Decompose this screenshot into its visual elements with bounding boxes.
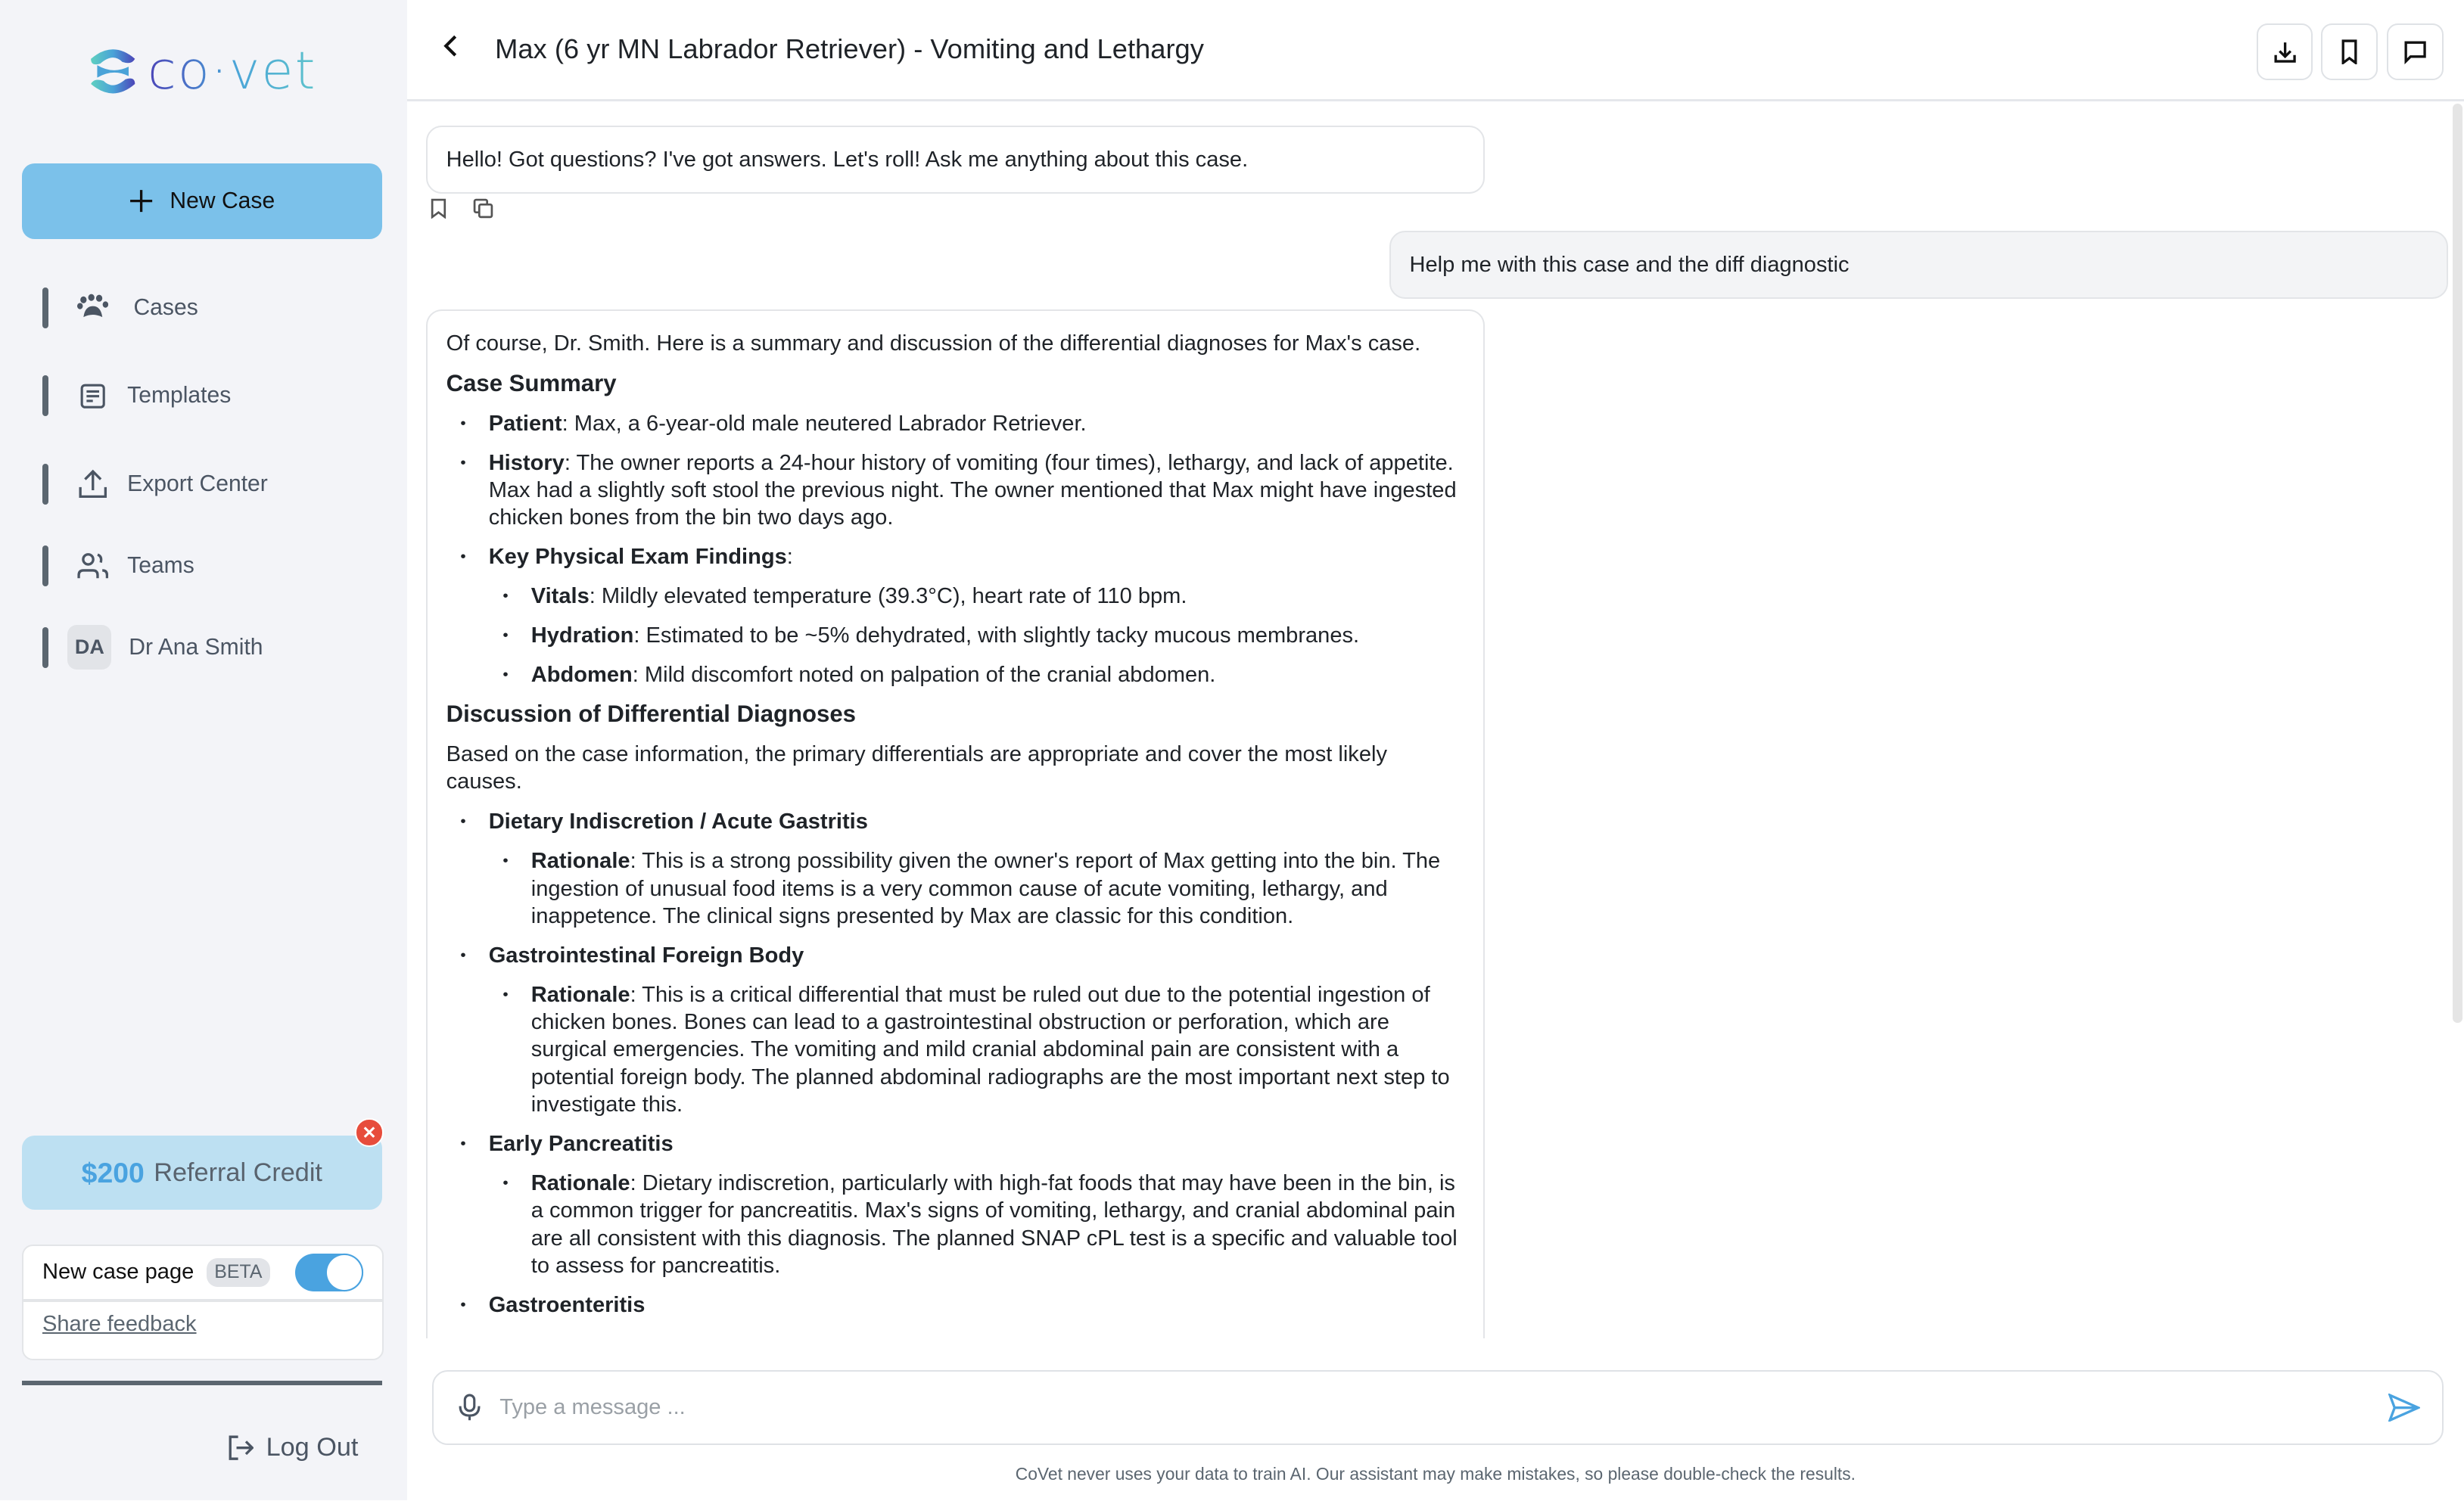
sidebar-item-label: Teams — [127, 552, 194, 578]
heading-differentials: Discussion of Differential Diagnoses — [446, 701, 856, 727]
message-actions — [429, 198, 493, 219]
logo-text: co·vet — [148, 40, 317, 101]
copy-icon[interactable] — [473, 198, 493, 219]
disclaimer: CoVet never uses your data to train AI. Our assistant may make mistakes, so please double-check the results. — [1015, 1464, 1856, 1484]
new-case-label: New Case — [170, 188, 275, 213]
heading-case-summary: Case Summary — [446, 369, 617, 396]
covet-logo[interactable] — [88, 41, 316, 101]
bookmark-button[interactable] — [2321, 23, 2378, 80]
sidebar-item-label: Cases — [133, 294, 198, 320]
logout-label: Log Out — [266, 1432, 359, 1462]
list-item: • Dietary Indiscretion / Acute Gastritis • Rationale: This is a strong possibility given the owner's report of Max getting into the bin. The ingestion of unusual food items is a very common cause of acute vomiting, lethargy, and inappetence. The clinical signs presented by Max are classic for this condition. — [489, 808, 1465, 930]
sidebar-item-label: Dr Ana Smith — [129, 634, 263, 660]
upload-icon — [74, 465, 112, 503]
share-feedback-link[interactable]: Share feedback — [42, 1311, 197, 1336]
list-item: • Key Physical Exam Findings: • Vitals: Mildly elevated temperature (39.3°C), heart rate of 110 bpm. • Hydration: Estimated to be ~5% dehydrated, with slightly tacky mucous membranes. • Abdomen: Mild discomfort noted on palpation of the cranial abdomen. — [489, 543, 1465, 688]
referral-label: Referral Credit — [154, 1158, 322, 1187]
download-icon — [2273, 39, 2298, 64]
plus-icon — [129, 188, 154, 213]
back-chevron-icon[interactable] — [441, 32, 460, 67]
differentials-list — [446, 808, 1465, 1319]
sidebar-item-cases[interactable] — [42, 286, 388, 330]
referral-amount: $200 — [81, 1156, 145, 1189]
beta-card — [22, 1245, 383, 1361]
sidebar — [0, 0, 407, 1500]
new-case-page-toggle[interactable] — [295, 1254, 362, 1291]
list-item: • History: The owner reports a 24-hour history of vomiting (four times), lethargy, and lack of appetite. Max had a slightly soft stool the previous night. The owner mentioned that Max might have ingested chicken bones from the bin two days ago. — [489, 449, 1465, 532]
discussion-intro: Based on the case information, the primary differentials are appropriate and cover the most likely causes. — [446, 741, 1387, 794]
list-item: • Early Pancreatitis • Rationale: Dietary indiscretion, particularly with high-fat foods that may have been in the bin, is a common trigger for pancreatitis. Max's signs of vomiting, lethargy, and cranial abdominal pain are all consistent with this diagnosis. The planned SNAP cPL test is a specific and valuable tool to assess for pancreatitis. — [489, 1130, 1465, 1279]
sidebar-item-teams[interactable] — [42, 543, 388, 587]
assistant-greeting: Hello! Got questions? I've got answers. Let's roll! Ask me anything about this case. — [426, 126, 1485, 194]
divider — [22, 1381, 382, 1385]
referral-credit-banner[interactable] — [22, 1136, 382, 1210]
logout-icon — [226, 1434, 254, 1462]
logout-button[interactable] — [226, 1433, 359, 1462]
comment-button[interactable] — [2387, 23, 2444, 80]
list-item: • Rationale: This is a critical differential that must be ruled out due to the potential ingestion of chicken bones. Bones can lead to a gastrointestinal obstruction or perforation, which are surgical emergencies. The vomiting and mild cranial abdominal pain are consistent with a potential foreign body. The planned abdominal radiographs are the most important next step to investigate this. — [531, 981, 1464, 1119]
assistant-response — [426, 309, 1485, 1338]
list-item: • Patient: Max, a 6-year-old male neutered Labrador Retriever. — [489, 410, 1465, 437]
download-button[interactable] — [2257, 23, 2313, 80]
list-item: • Rationale: Dietary indiscretion, particularly with high-fat foods that may have been in the bin, is a common trigger for pancreatitis. Max's signs of vomiting, lethargy, and cranial abdominal pain are all consistent with this diagnosis. The planned SNAP cPL test is a specific and valuable tool to assess for pancreatitis. — [531, 1170, 1464, 1279]
document-icon — [74, 377, 112, 415]
response-intro: Of course, Dr. Smith. Here is a summary and discussion of the differential diagnoses for Max's case. — [446, 331, 1421, 356]
microphone-icon[interactable] — [459, 1394, 481, 1422]
message-composer — [432, 1370, 2444, 1446]
comment-icon — [2403, 39, 2428, 64]
beta-label: New case page — [42, 1260, 194, 1285]
chat-main — [407, 0, 2464, 1500]
users-icon — [74, 547, 112, 585]
avatar: DA — [67, 625, 111, 669]
list-item: • Abdomen: Mild discomfort noted on palpation of the cranial abdomen. — [531, 661, 1464, 688]
nav-indicator — [42, 627, 48, 668]
nav-indicator — [42, 375, 48, 416]
header — [407, 0, 2464, 101]
paw-icon — [74, 289, 112, 327]
list-item: • Rationale: This is a strong possibility given the owner's report of Max getting into the bin. The ingestion of unusual food items is a very common cause of acute vomiting, lethargy, and inappetence. The clinical signs presented by Max are classic for this condition. — [531, 847, 1464, 930]
new-case-button[interactable] — [22, 163, 382, 239]
sidebar-item-profile[interactable] — [42, 625, 388, 669]
send-icon[interactable] — [2388, 1394, 2420, 1422]
message-input[interactable] — [496, 1394, 2388, 1422]
list-item: • Gastroenteritis — [489, 1291, 1465, 1319]
bookmark-icon — [2338, 39, 2360, 64]
page-title: Max (6 yr MN Labrador Retriever) - Vomiting and Lethargy — [495, 33, 1204, 64]
sidebar-item-templates[interactable] — [42, 374, 388, 418]
sidebar-item-label: Templates — [127, 383, 232, 409]
list-item: • Vitals: Mildly elevated temperature (39.3°C), heart rate of 110 bpm. — [531, 583, 1464, 610]
case-summary-list — [446, 410, 1465, 689]
scrollbar[interactable] — [2453, 104, 2462, 1023]
list-item: • Gastrointestinal Foreign Body • Rationale: This is a critical differential that must be ruled out due to the potential ingestion of chicken bones. Bones can lead to a gastrointestinal obstruction or perforation, which are surgical emergencies. The vomiting and mild cranial abdominal pain are consistent with a potential foreign body. The planned abdominal radiographs are the most important next step to investigate this. — [489, 942, 1465, 1119]
nav-indicator — [42, 545, 48, 586]
beta-badge: BETA — [207, 1258, 270, 1286]
user-message: Help me with this case and the diff diagnostic — [1389, 231, 2448, 299]
close-icon[interactable]: ✕ — [355, 1118, 383, 1146]
nav-indicator — [42, 287, 48, 328]
sidebar-item-export-center[interactable] — [42, 461, 388, 505]
covet-logo-icon — [88, 43, 138, 100]
bookmark-icon[interactable] — [429, 198, 448, 219]
sidebar-item-label: Export Center — [127, 471, 268, 496]
list-item: • Hydration: Estimated to be ~5% dehydrated, with slightly tacky mucous membranes. — [531, 622, 1464, 649]
nav-indicator — [42, 464, 48, 505]
